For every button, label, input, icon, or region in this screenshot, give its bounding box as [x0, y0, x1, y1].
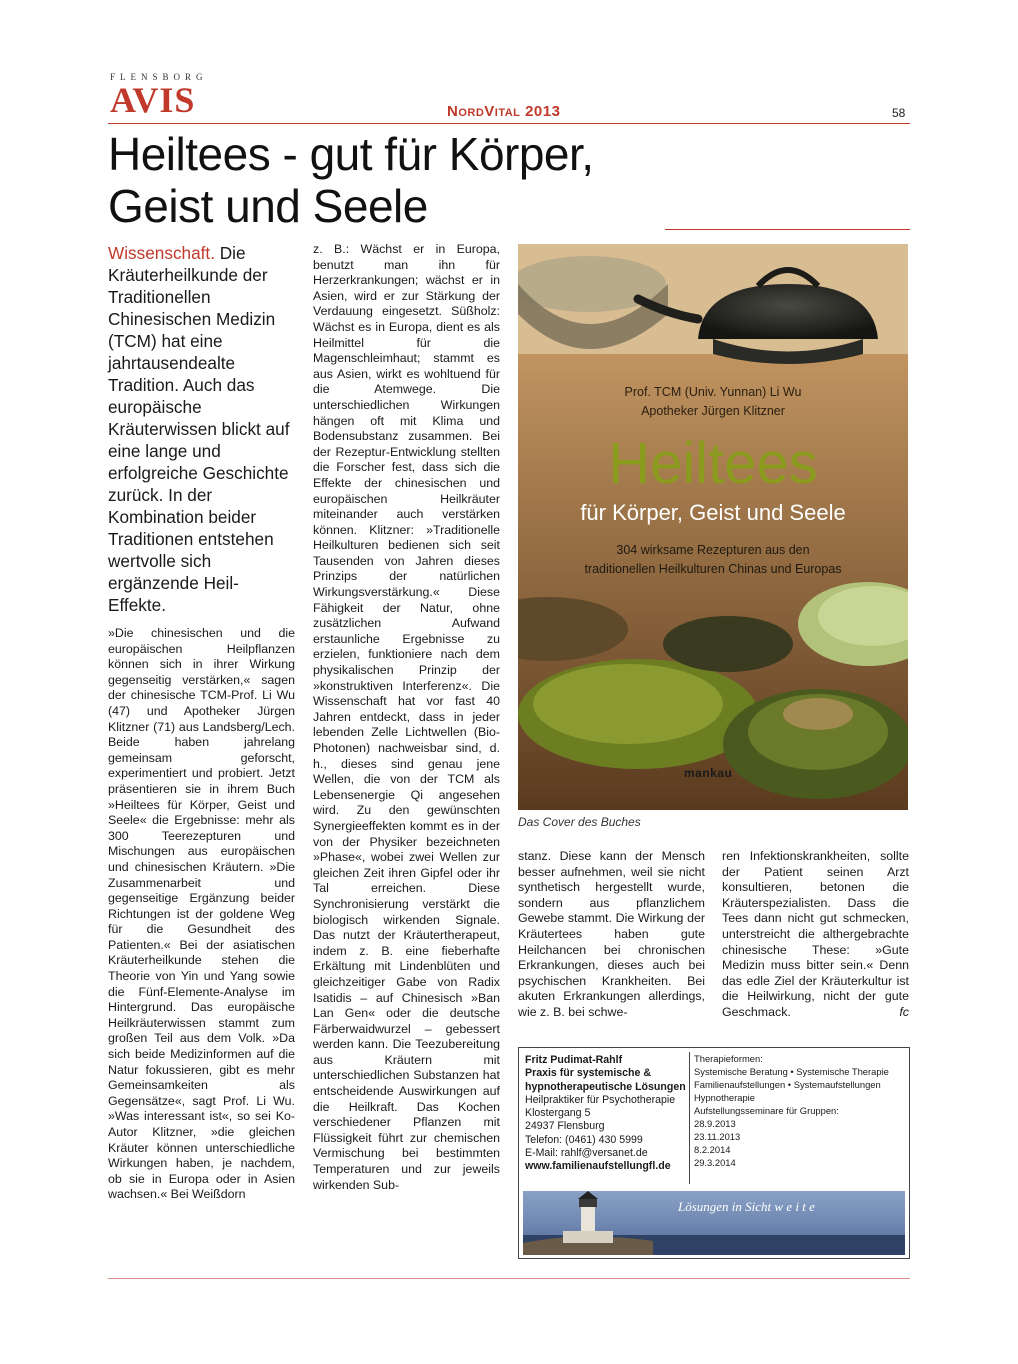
ad-lighthouse-banner — [523, 1191, 905, 1255]
ad-seminar-date: 28.9.2013 — [694, 1118, 736, 1129]
ad-seminar-date: 8.2.2014 — [694, 1144, 731, 1155]
cover-illustration — [518, 244, 908, 810]
book-cover-image — [518, 244, 908, 810]
lead-text: Die Kräuterheilkunde der Traditionellen Chinesischen Medizin (TCM) hat eine jahrtausendealte Tradition. Auch das europäische Kräuterwissen blickt auf eine lange und erfolgreiche Geschichte zurück. In der Kombination beider Traditionen entstehen wertvolle sich ergänzende Heil-Effekte. — [108, 243, 290, 615]
ad-seminar-date: 29.3.2014 — [694, 1157, 736, 1168]
article-column-4 — [722, 849, 909, 1021]
ad-website: www.familienaufstellungfl.de — [525, 1160, 671, 1173]
cover-desc-line-1: 304 wirksame Rezepturen aus den — [616, 543, 810, 557]
ad-practice-line-2: hypnotherapeutische Lösungen — [525, 1080, 686, 1093]
author-signature: fc — [899, 1004, 909, 1019]
advertisement-box — [518, 1047, 910, 1259]
ad-therapy-heading: Therapieformen: — [694, 1053, 763, 1064]
ad-seminar-date: 23.11.2013 — [694, 1131, 741, 1142]
ad-profession: Heilpraktiker für Psychotherapie — [525, 1093, 676, 1106]
headline-rule — [665, 229, 910, 230]
article-column-2: z. B.: Wächst er in Europa, benutzt man ihn für Herzerkrankungen; wächst er in Asien, wird er zur Stärkung der Verdauung eingesetzt. Süßholz: Wächst es in Europa, dient es als Heilmittel für die Magenschleimhaut; stammt es aus Asien, wirkt es wohltuend für die Atemwege. Die unterschiedlichen Wirkungen hängen oft mit Klima und Bodensubstanz zusammen. Bei der Rezeptur-Entwicklung stellten die Forscher fest, dass sich die Effekte der chinesischen und europäischen Heilkräuter miteinander auch verstärken können. Klitzner: »Traditionelle Heilkulturen bedienen sich seit Tausenden von Jahren dieses Prinzips der natürlichen Wirkungsverstärkung.« Diese Fähigkeit der Natur, ohne zusätzlichen Aufwand erstaunliche Ergebnisse zu erzielen, funktioniere nach dem physikalischen Prinzip der »konstruktiven Interferenz«. Die Wissenschaft hat vor fast 40 Jahren entdeckt, dass in jeder lebenden Zelle Lichtwellen (Bio-Photonen) nachweisbar sind, d. h., dieses sind genau jene Wellen, die von der TCM als Lebensenergie Qi angesehen wird. Zu den gewünschten Synergieeffekten kommt es in der von der Physiker bezeichneten »Phase«, wobei zwei Wellen zur gleichen Zeit ihren Gipfel oder ihr Tal erreichen. Diese Synchronisierung verstärkt die biologisch wirkenden Signale. Das nutzt der Kräutertherapeut, indem z. B. eine fieberhafte Erkältung mit Lindenblüten und gleichzeitiger Gabe von Radix Isatidis – auf Chinesisch »Ban Lan Gen« oder die deutsche Färberwaidwurzel – gebessert werden kann. Die Teezubereitung aus Kräutern mit unterschiedlichen Substanzen hat entscheidende Auswirkungen auf die Heilkraft. Das Kochen verschiedener Pflanzen mit Flüssigkeit führt zur chemischen Vermischung bei bestimmten Temperaturen und zur jeweils wirkenden Sub- — [313, 242, 500, 1192]
image-caption: Das Cover des Buches — [518, 815, 641, 829]
ad-seminar-heading: Aufstellungsseminare für Gruppen: — [694, 1105, 839, 1116]
ad-practice-line-1: Praxis für systemische & — [525, 1067, 652, 1080]
article-headline: Heiltees - gut für Körper, Geist und Seele — [108, 128, 594, 232]
avis-logo — [110, 72, 220, 122]
ad-phone: Telefon: (0461) 430 5999 — [525, 1133, 643, 1146]
lead-kicker: Wissenschaft. — [108, 243, 215, 263]
cover-authors — [518, 383, 908, 421]
ad-slogan: Lösungen in Sicht w e i t e — [678, 1199, 815, 1214]
cover-subtitle: für Körper, Geist und Seele — [580, 500, 846, 525]
page-number: 58 — [892, 106, 906, 120]
article-lead — [108, 242, 293, 616]
cover-desc-line-2: traditionellen Heilkulturen Chinas und Europas — [584, 562, 842, 576]
ad-therapy-block — [689, 1052, 905, 1184]
ad-therapy-line-3: Hypnotherapie — [694, 1092, 755, 1103]
cover-author-2: Apotheker Jürgen Klitzner — [641, 404, 785, 418]
article-column-1: »Die chinesischen und die europäischen Heilpflanzen können sich in ihrer Wirkung gegenseitig verstärken,« sagen der chinesische TCM-Prof. Li Wu (47) und Apotheker Jürgen Klitzner (71) aus Landsberg/Lech. Beide haben jahrelang gemeinsam geforscht, experimentiert und probiert. Jetzt präsentieren sie in ihrem Buch »Heiltees für Körper, Geist und Seele« die Ergebnisse: mehr als 300 Teerezepturen und Mischungen aus europäischen und chinesischen Kräutern. »Die Zusammenarbeit und gegenseitige Ergänzung beider Richtungen ist der goldene Weg für die Gesundheit des Patienten.« Bei der asiatischen Kräuterheilkunde stehen die Theorie von Yin und Yang sowie die Fünf-Elemente-Analyse im Hintergrund. Das europäische Heilkräuterwissen stammt zum großen Teil aus dem Volk. »Da sich beide Medizinformen auf die Natur fokussieren, gibt es mehr Gemeinsamkeiten als Gegensätze«, sagt Prof. Li Wu. »Was interessant ist«, so sei Ko-Autor Klitzner, »die gleichen Kräuter können unterschiedliche Wirkungen haben, je nachdem, ob sie in Europa oder in Asien wachsen.« Bei Weißdorn — [108, 626, 295, 1202]
ad-street: Klostergang 5 — [525, 1107, 591, 1120]
section-rubric: NordVital 2013 — [447, 103, 561, 120]
ad-city: 24937 Flensburg — [525, 1120, 605, 1133]
ad-email: E-Mail: rahlf@versanet.de — [525, 1147, 648, 1160]
cover-author-1: Prof. TCM (Univ. Yunnan) Li Wu — [624, 385, 802, 399]
ad-therapy-line-2: Familienaufstellungen • Systemaufstellungen — [694, 1079, 881, 1090]
ad-contact-block — [525, 1054, 689, 1174]
cover-title: Heiltees — [608, 431, 818, 496]
header-rule — [108, 123, 910, 124]
column-4-text: ren Infektionskrankheiten, sollte der Patient seinen Arzt konsultieren, betonen die Kräuterspezialisten. Dass die Tees dann nicht gut schmecken, unterstreicht die althergebrachte chinesische These: »Gute Medizin muss bitter sein.« Denn das edle Ziel der Kräuterkultur ist die Heilwirkung, nicht der gute Geschmack. — [722, 849, 909, 1019]
logo-main-text: AVIS — [110, 80, 196, 120]
footer-rule — [108, 1278, 910, 1279]
cover-publisher-logo: mankau — [684, 766, 733, 780]
ad-therapy-line-1: Systemische Beratung • Systemische Therapie — [694, 1066, 889, 1077]
ad-name: Fritz Pudimat-Rahlf — [525, 1054, 623, 1066]
logo-top-text: FLENSBORG — [110, 72, 208, 82]
cover-description — [518, 541, 908, 579]
article-column-3: stanz. Diese kann der Mensch besser aufnehmen, weil sie nicht synthetisch hergestellt wurde, sondern aus pflanzlichem Gewebe stammt. Die Wirkung der Kräutertees haben gute Heilchancen bei chronischen Erkrankungen, dieses auch bei psychischen Krankheiten. Bei akuten Erkrankungen allerdings, wie z. B. bei schwe- — [518, 849, 705, 1019]
